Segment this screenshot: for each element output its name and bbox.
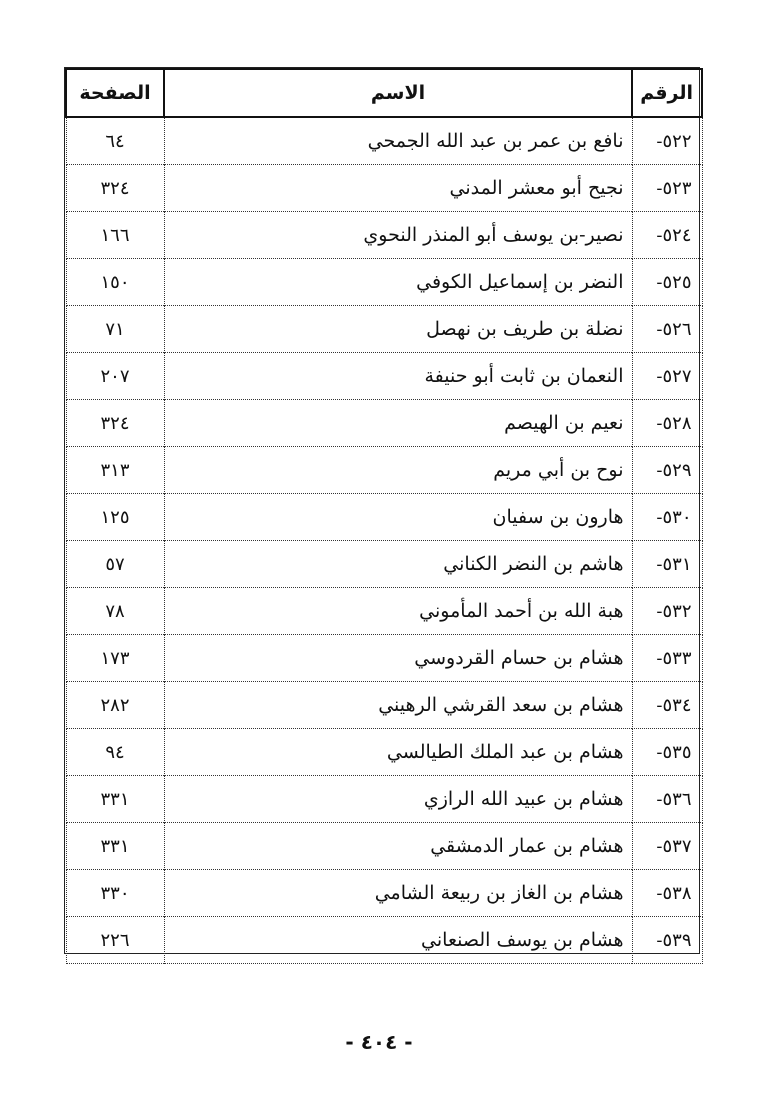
page-reference: ١٦٦ — [66, 212, 164, 259]
page-reference: ٢٢٦ — [66, 917, 164, 964]
page-reference: ٥٧ — [66, 541, 164, 588]
narrator-name: هشام بن الغاز بن ربيعة الشامي — [164, 870, 632, 917]
column-header-number: الرقم — [632, 69, 702, 117]
narrator-name: هشام بن حسام القردوسي — [164, 635, 632, 682]
table-row — [66, 917, 702, 964]
page-reference: ٢٨٢ — [66, 682, 164, 729]
narrators-index-table — [65, 68, 703, 964]
page-reference: ٦٤ — [66, 117, 164, 165]
page-reference: ٣٣١ — [66, 776, 164, 823]
column-header-name: الاسم — [164, 69, 632, 117]
table-row — [66, 729, 702, 776]
narrator-name: النعمان بن ثابت أبو حنيفة — [164, 353, 632, 400]
page-reference: ٧٨ — [66, 588, 164, 635]
row-number: ٥٣١- — [632, 541, 702, 588]
table-body — [66, 117, 702, 964]
table-row — [66, 541, 702, 588]
row-number: ٥٣٥- — [632, 729, 702, 776]
table-row — [66, 776, 702, 823]
row-number: ٥٣٣- — [632, 635, 702, 682]
page-reference: ١٧٣ — [66, 635, 164, 682]
row-number: ٥٢٩- — [632, 447, 702, 494]
narrator-name: هارون بن سفيان — [164, 494, 632, 541]
row-number: ٥٣٠- — [632, 494, 702, 541]
row-number: ٥٣٤- — [632, 682, 702, 729]
narrator-name: هبة الله بن أحمد المأموني — [164, 588, 632, 635]
table-row — [66, 494, 702, 541]
row-number: ٥٢٥- — [632, 259, 702, 306]
row-number: ٥٢٦- — [632, 306, 702, 353]
narrator-name: هشام بن سعد القرشي الرهيني — [164, 682, 632, 729]
column-header-page: الصفحة — [66, 69, 164, 117]
table-row — [66, 870, 702, 917]
table-row — [66, 635, 702, 682]
page-reference: ٣٣١ — [66, 823, 164, 870]
narrator-name: النضر بن إسماعيل الكوفي — [164, 259, 632, 306]
table-header-row — [66, 69, 702, 117]
narrator-name: هشام بن عمار الدمشقي — [164, 823, 632, 870]
row-number: ٥٣٨- — [632, 870, 702, 917]
page-reference: ٣١٣ — [66, 447, 164, 494]
narrator-name: نصير-بن يوسف أبو المنذر النحوي — [164, 212, 632, 259]
narrator-name: نعيم بن الهيصم — [164, 400, 632, 447]
index-table-container — [64, 67, 700, 954]
narrator-name: نافع بن عمر بن عبد الله الجمحي — [164, 117, 632, 165]
table-row — [66, 353, 702, 400]
narrator-name: نضلة بن طريف بن نهصل — [164, 306, 632, 353]
page-number: - ٤٠٤ - — [345, 1030, 413, 1054]
page-reference: ٧١ — [66, 306, 164, 353]
table-row — [66, 400, 702, 447]
table-row — [66, 823, 702, 870]
table-row — [66, 447, 702, 494]
narrator-name: هشام بن عبد الملك الطيالسي — [164, 729, 632, 776]
row-number: ٥٣٦- — [632, 776, 702, 823]
narrator-name: نوح بن أبي مريم — [164, 447, 632, 494]
row-number: ٥٢٨- — [632, 400, 702, 447]
row-number: ٥٣٢- — [632, 588, 702, 635]
row-number: ٥٣٧- — [632, 823, 702, 870]
narrator-name: هشام بن عبيد الله الرازي — [164, 776, 632, 823]
row-number: ٥٢٣- — [632, 165, 702, 212]
table-row — [66, 682, 702, 729]
page-reference: ٩٤ — [66, 729, 164, 776]
row-number: ٥٢٤- — [632, 212, 702, 259]
narrator-name: هاشم بن النضر الكناني — [164, 541, 632, 588]
table-row — [66, 259, 702, 306]
row-number: ٥٢٧- — [632, 353, 702, 400]
row-number: ٥٣٩- — [632, 917, 702, 964]
table-row — [66, 212, 702, 259]
table-row — [66, 165, 702, 212]
table-row — [66, 588, 702, 635]
narrator-name: نجيح أبو معشر المدني — [164, 165, 632, 212]
page-reference: ١٥٠ — [66, 259, 164, 306]
page-reference: ٣٢٤ — [66, 165, 164, 212]
narrator-name: هشام بن يوسف الصنعاني — [164, 917, 632, 964]
page-reference: ٣٢٤ — [66, 400, 164, 447]
page-reference: ٢٠٧ — [66, 353, 164, 400]
table-row — [66, 117, 702, 165]
page-reference: ١٢٥ — [66, 494, 164, 541]
row-number: ٥٢٢- — [632, 117, 702, 165]
page-reference: ٣٣٠ — [66, 870, 164, 917]
table-row — [66, 306, 702, 353]
